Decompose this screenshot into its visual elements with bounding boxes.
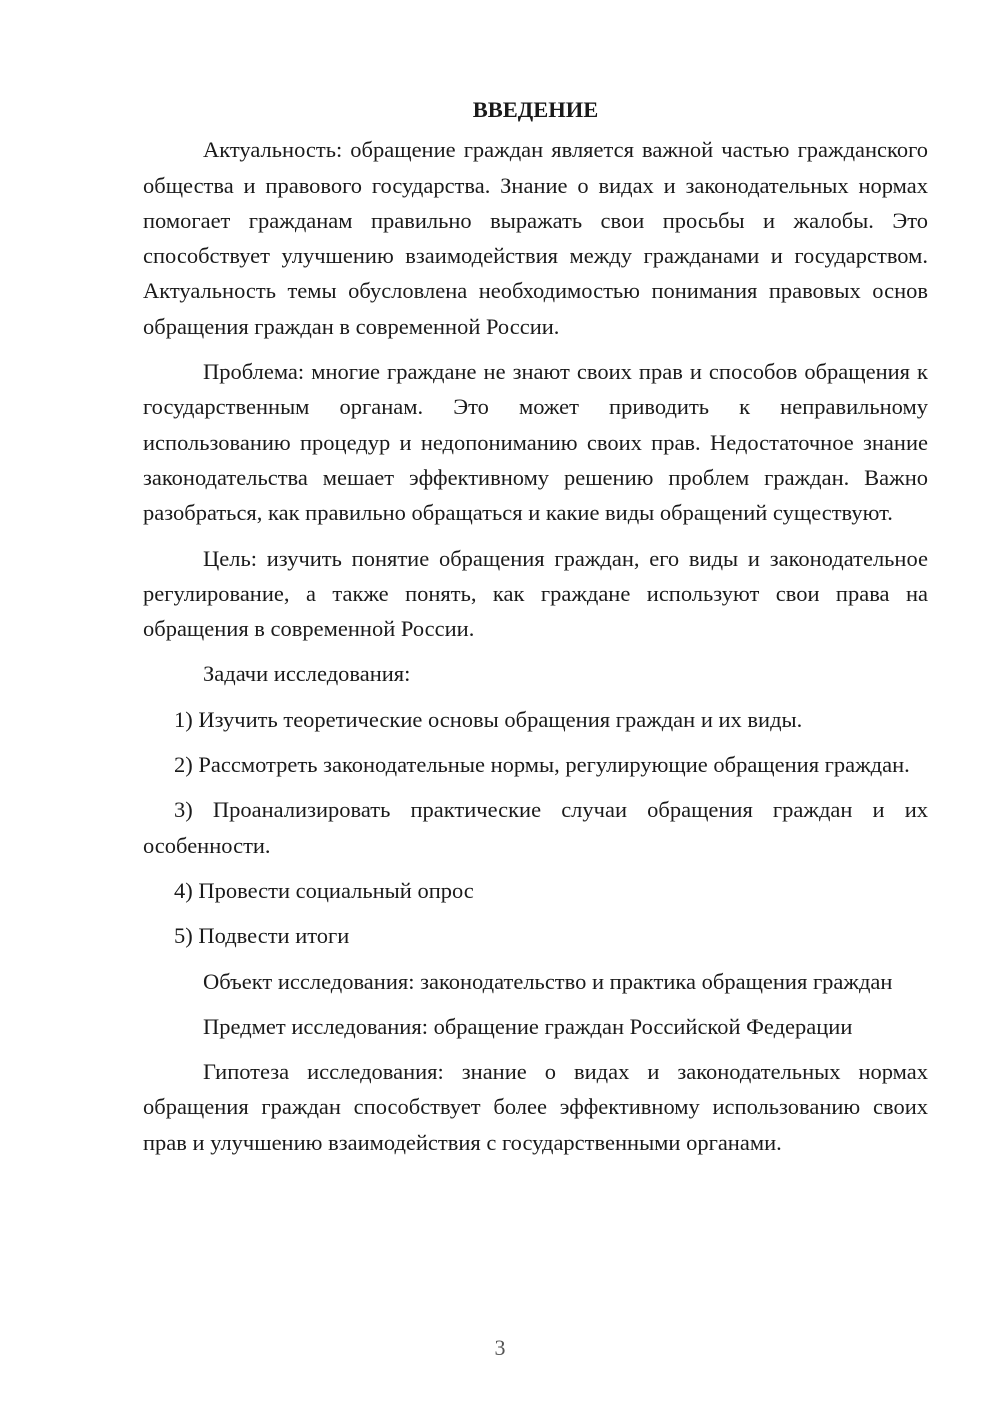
page-content [143, 92, 928, 1170]
object-paragraph: Объект исследования: законодательство и практика обращения граждан [203, 968, 893, 994]
page-number: 3 [494, 1335, 506, 1360]
task-item-5: 5) Подвести итоги [174, 923, 350, 949]
hypothesis-paragraph: Гипотеза исследования: знание о видах и законодательных нормах обращения граждан способствует более эффективному использованию своих прав и улучшению взаимодействия с государственными органами. [143, 1059, 928, 1155]
task-item-3: 3) Проанализировать практические случаи обращения граждан и их особенности. [143, 797, 928, 858]
task-item-1: 1) Изучить теоретические основы обращения граждан и их виды. [174, 706, 803, 732]
task-item-4: 4) Провести социальный опрос [174, 877, 474, 903]
problem-paragraph: Проблема: многие граждане не знают своих прав и способов обращения к государственным органам. Это может приводить к неправильному использованию процедур и недопониманию своих прав. Недостаточное знание законодательства мешает эффективному решению проблем граждан. Важно разобраться, как правильно обращаться и какие виды обращений существуют. [143, 359, 928, 526]
goal-paragraph: Цель: изучить понятие обращения граждан, его виды и законодательное регулирование, а также понять, как граждане используют свои права на обращения в современной России. [143, 545, 928, 642]
tasks-heading: Задачи исследования: [203, 661, 411, 687]
relevance-paragraph: Актуальность: обращение граждан является важной частью гражданского общества и правового государства. Знание о видах и законодательных нормах помогает гражданам правильно выражать свои просьбы и жалобы. Это способствует улучшению взаимодействия между гражданами и государством. Актуальность темы обусловлена необходимостью понимания правовых основ обращения граждан в современной России. [143, 137, 928, 339]
page-title: ВВЕДЕНИЕ [472, 97, 599, 122]
task-item-2: 2) Рассмотреть законодательные нормы, регулирующие обращения граждан. [174, 752, 910, 778]
subject-paragraph: Предмет исследования: обращение граждан Российской Федерации [203, 1013, 853, 1039]
